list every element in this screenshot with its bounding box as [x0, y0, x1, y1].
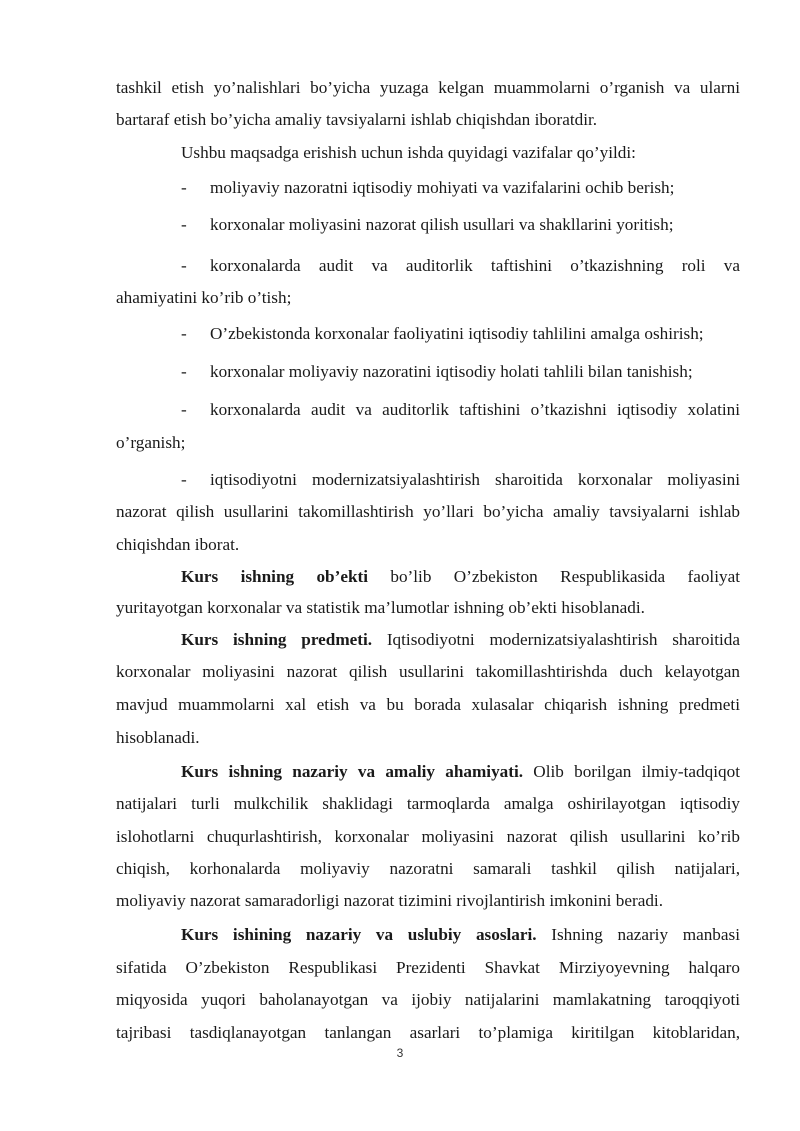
bullet-dash: - — [181, 256, 187, 275]
paragraph-line: Ushbu maqsadga erishish uchun ishda quyidagi vazifalar qo’yildi: — [181, 143, 636, 162]
bullet-item: korxonalarda audit va auditorlik taftishini o’tkazishni iqtisodiy xolatini — [210, 400, 740, 419]
bullet-dash: - — [181, 324, 187, 343]
bullet-item: korxonalar moliyasini nazorat qilish usullari va shakllarini yoritish; — [210, 215, 674, 234]
paragraph-line: natijalari turli mulkchilik shaklidagi tarmoqlarda amalga oshirilayotgan iqtisodiy — [116, 794, 740, 813]
bullet-item-continuation: ahamiyatini ko’rib o’tish; — [116, 288, 292, 307]
bullet-dash: - — [181, 178, 187, 197]
bullet-item: moliyaviy nazoratni iqtisodiy mohiyati va vazifalarini ochib berish; — [210, 178, 675, 197]
bullet-dash: - — [181, 400, 187, 419]
paragraph-line: korxonalar moliyasini nazorat qilish usullarini takomillashtirishda duch kelayotgan — [116, 662, 740, 681]
bullet-item-continuation: o’rganish; — [116, 433, 186, 452]
paragraph-line: chiqish, korhonalarda moliyaviy nazoratni samarali tashkil qilish natijalari, — [116, 859, 740, 878]
section-heading: Kurs ishning ob’ekti — [181, 567, 369, 586]
bullet-dash: - — [181, 362, 187, 381]
section-heading: Kurs ishining nazariy va uslubiy asoslari. — [181, 925, 537, 944]
paragraph-line: tajribasi tasdiqlanayotgan tanlangan asarlari to’plamiga kiritilgan kitoblaridan, — [116, 1023, 740, 1042]
bullet-item: O’zbekistonda korxonalar faoliyatini iqtisodiy tahlilini amalga oshirish; — [210, 324, 704, 343]
paragraph-line: yuritayotgan korxonalar va statistik ma’lumotlar ishning ob’ekti hisoblanadi. — [116, 598, 645, 617]
paragraph-line: sifatida O’zbekiston Respublikasi Prezidenti Shavkat Mirziyoyevning halqaro — [116, 958, 740, 977]
bullet-item: iqtisodiyotni modernizatsiyalashtirish sharoitida korxonalar moliyasini — [210, 470, 740, 489]
paragraph-line: Kurs ishning ob’ekti bo’lib O’zbekiston Respublikasida faoliyat — [181, 567, 740, 586]
paragraph-line: Kurs ishining nazariy va uslubiy asoslari. Ishning nazariy manbasi — [181, 925, 740, 944]
section-heading: Kurs ishning nazariy va amaliy ahamiyati. — [181, 762, 524, 781]
paragraph-line: moliyaviy nazorat samaradorligi nazorat tizimini rivojlantirish imkonini beradi. — [116, 891, 663, 910]
bullet-dash: - — [181, 215, 187, 234]
paragraph-line: hisoblanadi. — [116, 728, 200, 747]
paragraph-line: Kurs ishning predmeti. Iqtisodiyotni modernizatsiyalashtirish sharoitida — [181, 630, 740, 649]
paragraph-line: islohotlarni chuqurlashtirish, korxonalar moliyasini nazorat qilish usullarini ko’rib — [116, 827, 740, 846]
page-number: 3 — [396, 1046, 404, 1060]
paragraph-line: bartaraf etish bo’yicha amaliy tavsiyalarni ishlab chiqishdan iboratdir. — [116, 110, 598, 129]
section-heading: Kurs ishning predmeti. — [181, 630, 373, 649]
paragraph-line: miqyosida yuqori baholanayotgan va ijobiy natijalarini mamlakatning taroqqiyoti — [116, 990, 740, 1009]
bullet-dash: - — [181, 470, 187, 489]
paragraph-line: tashkil etish yo’nalishlari bo’yicha yuzaga kelgan muammolarni o’rganish va ularni — [116, 78, 740, 97]
bullet-item: korxonalar moliyaviy nazoratini iqtisodiy holati tahlili bilan tanishish; — [210, 362, 693, 381]
bullet-item-continuation: chiqishdan iborat. — [116, 535, 240, 554]
bullet-item: korxonalarda audit va auditorlik taftishini o’tkazishning roli va — [210, 256, 740, 275]
bullet-item-continuation: nazorat qilish usullarini takomillashtirish yo’llari bo’yicha amaliy tavsiyalarni ishlab — [116, 502, 740, 521]
paragraph-line: mavjud muammolarni xal etish va bu borada xulasalar chiqarish ishning predmeti — [116, 695, 740, 714]
paragraph-line: Kurs ishning nazariy va amaliy ahamiyati. Olib borilgan ilmiy-tadqiqot — [181, 762, 740, 781]
